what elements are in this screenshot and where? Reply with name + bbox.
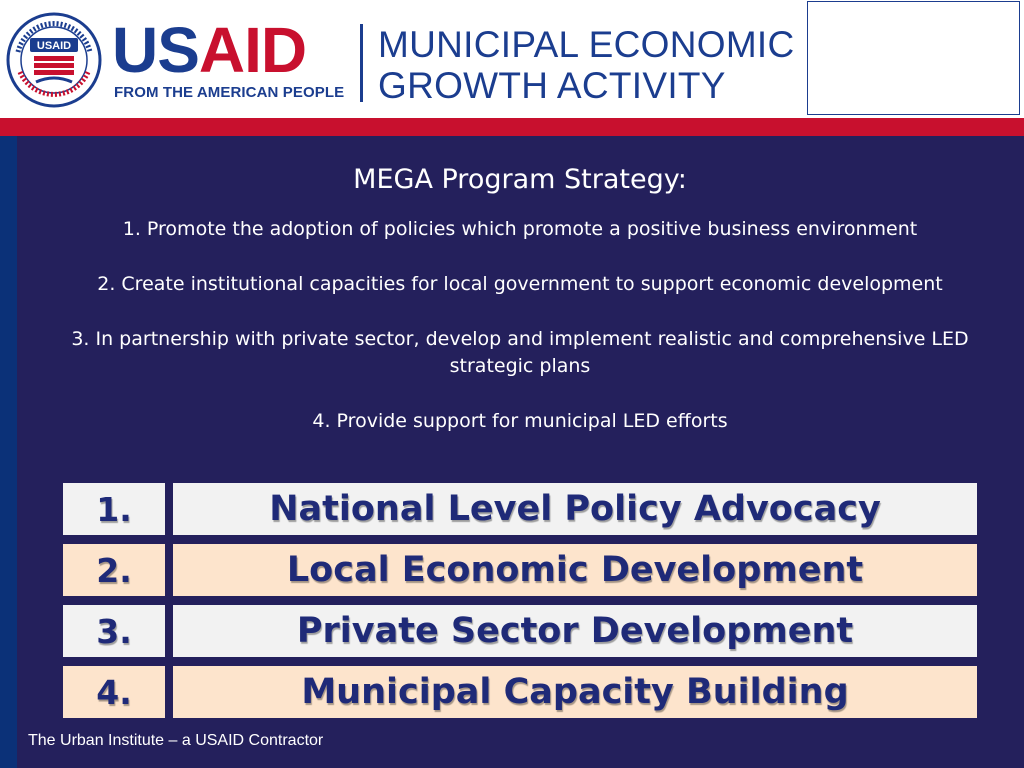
activity-title — [378, 24, 806, 106]
component-row-3 — [63, 605, 977, 657]
component-row-4 — [63, 666, 977, 718]
seal-badge-text: USAID — [36, 40, 72, 52]
strategy-point-4: 4. Provide support for municipal LED efforts — [312, 410, 728, 432]
strategy-point-2: 2. Create institutional capacities for local government to support economic development — [97, 273, 943, 295]
component-row-2 — [63, 544, 977, 596]
header-red-band — [0, 118, 1024, 136]
footer-credit: The Urban Institute – a USAID Contractor — [28, 732, 324, 749]
component-label: Local Economic Development — [173, 544, 977, 596]
component-label: National Level Policy Advocacy — [173, 483, 977, 535]
header — [0, 0, 1024, 118]
strategy-section — [60, 160, 980, 435]
component-number: 3. — [63, 605, 165, 657]
usaid-tagline: FROM THE AMERICAN PEOPLE — [114, 84, 345, 101]
usaid-seal-logo — [6, 12, 102, 108]
activity-title-line2: GROWTH ACTIVITY — [378, 65, 726, 106]
component-label: Private Sector Development — [173, 605, 977, 657]
strategy-point-1: 1. Promote the adoption of policies which promote a positive business environment — [122, 218, 918, 240]
components-table — [63, 483, 977, 727]
header-blank-box — [807, 1, 1020, 115]
strategy-title: MEGA Program Strategy: — [353, 164, 687, 195]
wordmark-us: US — [112, 14, 199, 86]
component-row-1 — [63, 483, 977, 535]
usaid-wordmark — [112, 14, 307, 86]
component-number: 4. — [63, 666, 165, 718]
component-label: Municipal Capacity Building — [173, 666, 977, 718]
header-divider — [360, 24, 363, 102]
component-number: 2. — [63, 544, 165, 596]
strategy-point-3: 3. In partnership with private sector, develop and implement realistic and comprehensive LED strategic plans — [71, 328, 969, 377]
activity-title-line1: MUNICIPAL ECONOMIC — [378, 24, 795, 65]
wordmark-aid: AID — [198, 14, 307, 86]
component-number: 1. — [63, 483, 165, 535]
left-accent-stripe — [0, 136, 17, 768]
